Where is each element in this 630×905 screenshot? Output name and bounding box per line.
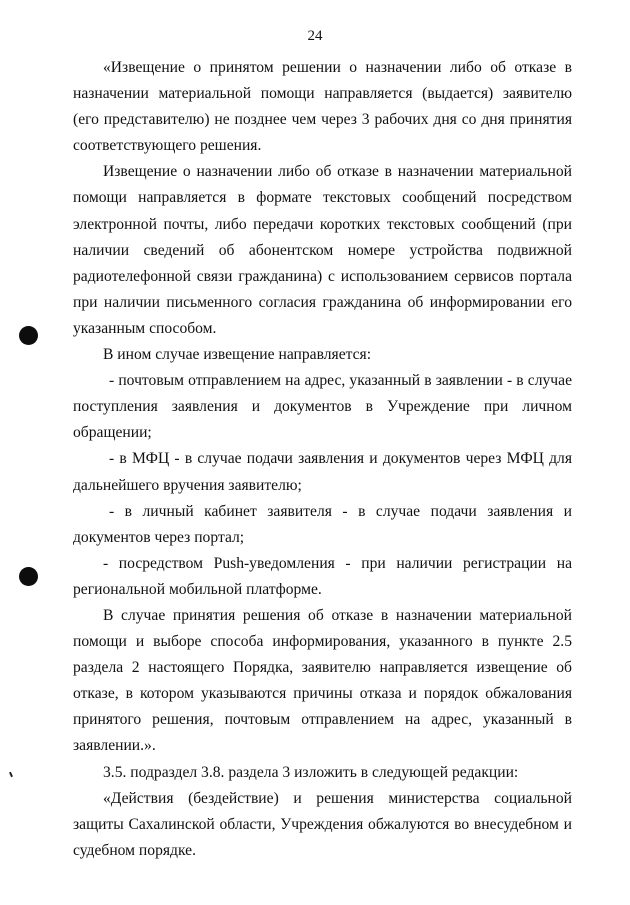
paragraph-section-3-5: 3.5. подраздел 3.8. раздела 3 изложить в следующей редакции: (103, 763, 519, 781)
paragraph-mfc: - в МФЦ - в случае подачи заявления и документов через МФЦ для дальнейшего вручения заявителю; (73, 450, 572, 494)
paragraph-notice-deadline: «Извещение о принятом решении о назначении либо об отказе в назначении материальной помощи направляется (выдается) заявителю (его представителю) не позднее чем через 3 рабочих дня со дня принятия соответствующего решения. (73, 59, 572, 155)
paragraph-refusal: В случае принятия решения об отказе в назначении материальной помощи и выборе способа информирования, указанного в пункте 2.5 раздела 2 настоящего Порядка, заявителю направляется извещение об отказе, в котором указываются причины отказа и порядок обжалования принятого решения, почтовым отправлением на адрес, указанный в заявлении.». (73, 606, 572, 755)
paragraph-push: - посредством Push-уведомления - при наличии регистрации на региональной мобильной платформе. (73, 554, 572, 598)
paragraph-notice-format: Извещение о назначении либо об отказе в назначении материальной помощи направляется в формате текстовых сообщений посредством электронной почты, либо передачи коротких текстовых сообщений (при наличии сведений об абонентском номере устройства подвижной радиотелефонной связи гражданина) с использованием сервисов портала при наличии письменного согласия гражданина об информировании его указанным способом. (73, 163, 572, 337)
paragraph-personal-cabinet: - в личный кабинет заявителя - в случае подачи заявления и документов через портал; (73, 502, 572, 546)
paragraph-postal: - почтовым отправлением на адрес, указанный в заявлении - в случае поступления заявления и документов в Учреждение при личном обращении; (73, 372, 572, 442)
punch-hole-mark (19, 567, 38, 586)
scan-speck (9, 772, 13, 777)
page-number: 24 (307, 28, 323, 44)
punch-hole-mark (19, 326, 38, 345)
document-body (73, 55, 572, 864)
paragraph-appeal: «Действия (бездействие) и решения министерства социальной защиты Сахалинской области, Учреждения обжалуются во внесудебном и судебном порядке. (73, 789, 572, 859)
paragraph-otherwise: В ином случае извещение направляется: (103, 346, 372, 364)
